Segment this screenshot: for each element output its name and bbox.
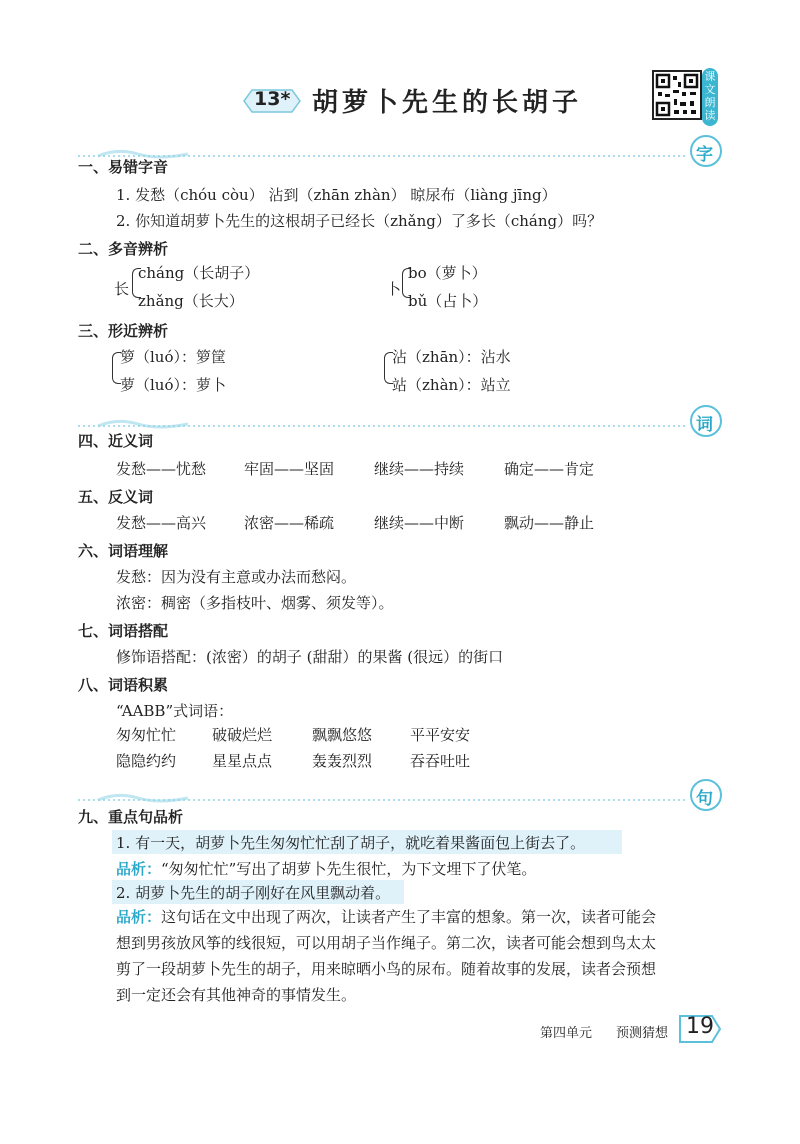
s9-analysis1: “匆匆忙忙”写出了胡萝卜先生很忙，为下文埋下了伏笔。 [161,860,537,878]
s1-line1: 1. 发愁（chóu còu） 沾到（zhān zhàn） 晾尿布（liàng jīng） [116,186,557,204]
section-title-1: 一、易错字音 [78,158,169,176]
s6-line2: 浓密：稠密（多指枝叶、烟雾、须发等）。 [116,594,394,612]
s2-char1: 长 [114,280,130,298]
s2-char2-a: bo（萝卜） [408,264,487,282]
qr-label: 课文朗读 [702,68,718,126]
s5-item: 浓密——稀疏 [244,514,335,532]
s8-intro: “AABB”式词语： [116,702,234,720]
page-title: 胡萝卜先生的长胡子 [312,88,583,118]
s9-analysis1-row [116,858,536,879]
section-title-5: 五、反义词 [78,488,154,506]
s3-b2: 站（zhàn）：站立 [392,376,511,394]
footer-unit: 第四单元 [540,1026,593,1041]
s3-a2: 萝（luó）：萝卜 [120,376,226,394]
s5-item: 飘动——静止 [504,514,595,532]
s2-char2-b: bǔ（占卜） [408,292,488,310]
section-title-7: 七、词语搭配 [78,622,169,640]
analysis-label: 品析： [116,908,162,926]
s8-word: 飘飘悠悠 [312,726,373,744]
s3-b1: 沾（zhān）：沾水 [392,348,511,366]
page-number: 19 [686,1014,714,1039]
s9-analysis2-l3: 剪了一段胡萝卜先生的胡子，用来晾晒小鸟的尿布。随着故事的发展，读者会预想 [116,960,657,978]
s3-a1: 箩（luó）：箩筐 [120,348,226,366]
divider-zi-label: 字 [696,145,713,165]
s8-word: 轰轰烈烈 [312,752,373,770]
s9-analysis2 [116,904,656,1008]
section-title-9: 九、重点句品析 [78,808,184,826]
qr-code-icon[interactable] [652,70,702,120]
s4-item: 继续——持续 [374,460,465,478]
s2-char1-b: zhǎng（长大） [138,292,244,310]
lesson-number: 13* [254,88,291,110]
s9-analysis2-l4: 到一定还会有其他神奇的事情发生。 [116,986,357,1004]
s8-word: 星星点点 [212,752,273,770]
divider-ci [78,404,728,438]
s8-word: 吞吞吐吐 [410,752,471,770]
s4-item: 确定——肯定 [504,460,595,478]
divider-zi [78,134,728,168]
analysis-label: 品析： [116,860,162,878]
section-title-6: 六、词语理解 [78,542,169,560]
footer-section: 预测猜想 [616,1026,669,1041]
s8-word: 平平安安 [410,726,471,744]
s9-sentence1: 1. 有一天，胡萝卜先生匆匆忙忙刮了胡子，就吃着果酱面包上街去了。 [116,834,586,852]
section-title-3: 三、形近辨析 [78,322,169,340]
s2-char2: 卜 [386,280,402,298]
s1-line2: 2. 你知道胡萝卜先生的这根胡子已经长（zhǎng）了多长（cháng）吗？ [116,212,603,230]
s6-line1: 发愁：因为没有主意或办法而愁闷。 [116,568,357,586]
s5-item: 继续——中断 [374,514,465,532]
section-title-8: 八、词语积累 [78,676,169,694]
s5-item: 发愁——高兴 [116,514,207,532]
s4-item: 牢固——坚固 [244,460,335,478]
s2-char1-a: cháng（长胡子） [138,264,260,282]
section-title-4: 四、近义词 [78,432,154,450]
s9-analysis2-l1: 这句话在文中出现了两次，让读者产生了丰富的想象。第一次，读者可能会 [161,908,657,926]
s8-word: 匆匆忙忙 [116,726,177,744]
s8-word: 隐隐约约 [116,752,177,770]
s9-sentence2: 2. 胡萝卜先生的胡子刚好在风里飘动着。 [116,884,391,902]
s9-analysis2-l2: 想到男孩放风筝的线很短，可以用胡子当作绳子。第二次，读者可能会想到鸟太太 [116,934,657,952]
s4-item: 发愁——忧愁 [116,460,207,478]
s8-word: 破破烂烂 [212,726,273,744]
divider-ci-label: 词 [696,415,713,435]
s7-line1: 修饰语搭配：(浓密）的胡子 (甜甜）的果酱 (很远）的街口 [116,648,504,666]
section-title-2: 二、多音辨析 [78,240,169,258]
divider-ju-label: 句 [696,789,713,809]
